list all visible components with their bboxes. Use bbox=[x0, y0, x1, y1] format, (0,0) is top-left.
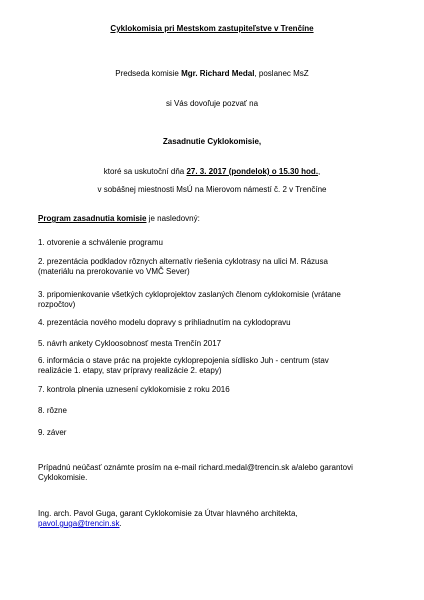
program-item: 7. kontrola plnenia uznesení cyklokomisie z roku 2016 bbox=[38, 385, 230, 394]
date-suffix: , bbox=[318, 167, 321, 176]
meeting-date-time: 27. 3. 2017 (pondelok) o 15.30 hod. bbox=[186, 167, 319, 176]
program-item: 8. rôzne bbox=[38, 406, 67, 415]
chair-prefix: Predseda komisie bbox=[115, 69, 182, 78]
meeting-title: Zasadnutie Cyklokomisie, bbox=[162, 137, 262, 146]
program-heading bbox=[38, 214, 200, 224]
closing-note bbox=[38, 463, 378, 483]
date-prefix: ktoré sa uskutoční dňa bbox=[103, 167, 187, 176]
program-item: 5. návrh ankety Cykloosobnosť mesta Trenčín 2017 bbox=[38, 339, 222, 348]
signature-line: Ing. arch. Pavol Guga, garant Cyklokomisie za Útvar hlavného architekta, bbox=[38, 509, 298, 518]
program-item: 9. záver bbox=[38, 428, 67, 437]
invitation-line-chair bbox=[0, 69, 424, 79]
program-item: 3. pripomienkovanie všetkých cykloprojektov zaslaných členom cyklokomisie (vrátane rozpočtov) bbox=[38, 290, 341, 309]
program-item: 2. prezentácia podkladov rôznych alternatív riešenia cyklotrasy na ulici M. Rázusa (materiálu na prerokovanie vo VMČ Sever) bbox=[38, 257, 328, 276]
program-heading-rest: je nasledovný: bbox=[146, 214, 200, 223]
closing-suffix: a/alebo garantovi Cyklokomisie. bbox=[38, 463, 353, 482]
invitation-line-invite: si Vás dovoľuje pozvať na bbox=[165, 99, 259, 108]
chair-suffix: , poslanec MsZ bbox=[254, 69, 309, 78]
document-title: Cyklokomisia pri Mestskom zastupiteľstve v Trenčíne bbox=[110, 24, 314, 33]
program-item: 6. informácia o stave prác na projekte cykloprepojenia sídlisko Juh - centrum (stav realizácie 1. etapy, stav prípravy realizácie 2. etapy) bbox=[38, 356, 329, 375]
signature-email-suffix: . bbox=[119, 519, 122, 528]
program-item: 1. otvorenie a schválenie programu bbox=[38, 238, 163, 247]
signature-email-line bbox=[38, 519, 122, 529]
closing-email: richard.medal@trencin.sk bbox=[198, 463, 290, 472]
signature-email-link[interactable]: pavol.guga@trencin.sk bbox=[38, 519, 120, 528]
program-item: 4. prezentácia nového modelu dopravy s prihliadnutím na cyklodopravu bbox=[38, 318, 291, 327]
program-heading-bold: Program zasadnutia komisie bbox=[38, 214, 147, 223]
meeting-location: v sobášnej miestnosti MsÚ na Mierovom námestí č. 2 v Trenčíne bbox=[97, 185, 327, 194]
chair-name: Mgr. Richard Medal bbox=[181, 69, 255, 78]
closing-prefix: Prípadnú neúčasť oznámte prosím na e-mail bbox=[38, 463, 199, 472]
meeting-date-line bbox=[0, 167, 424, 177]
